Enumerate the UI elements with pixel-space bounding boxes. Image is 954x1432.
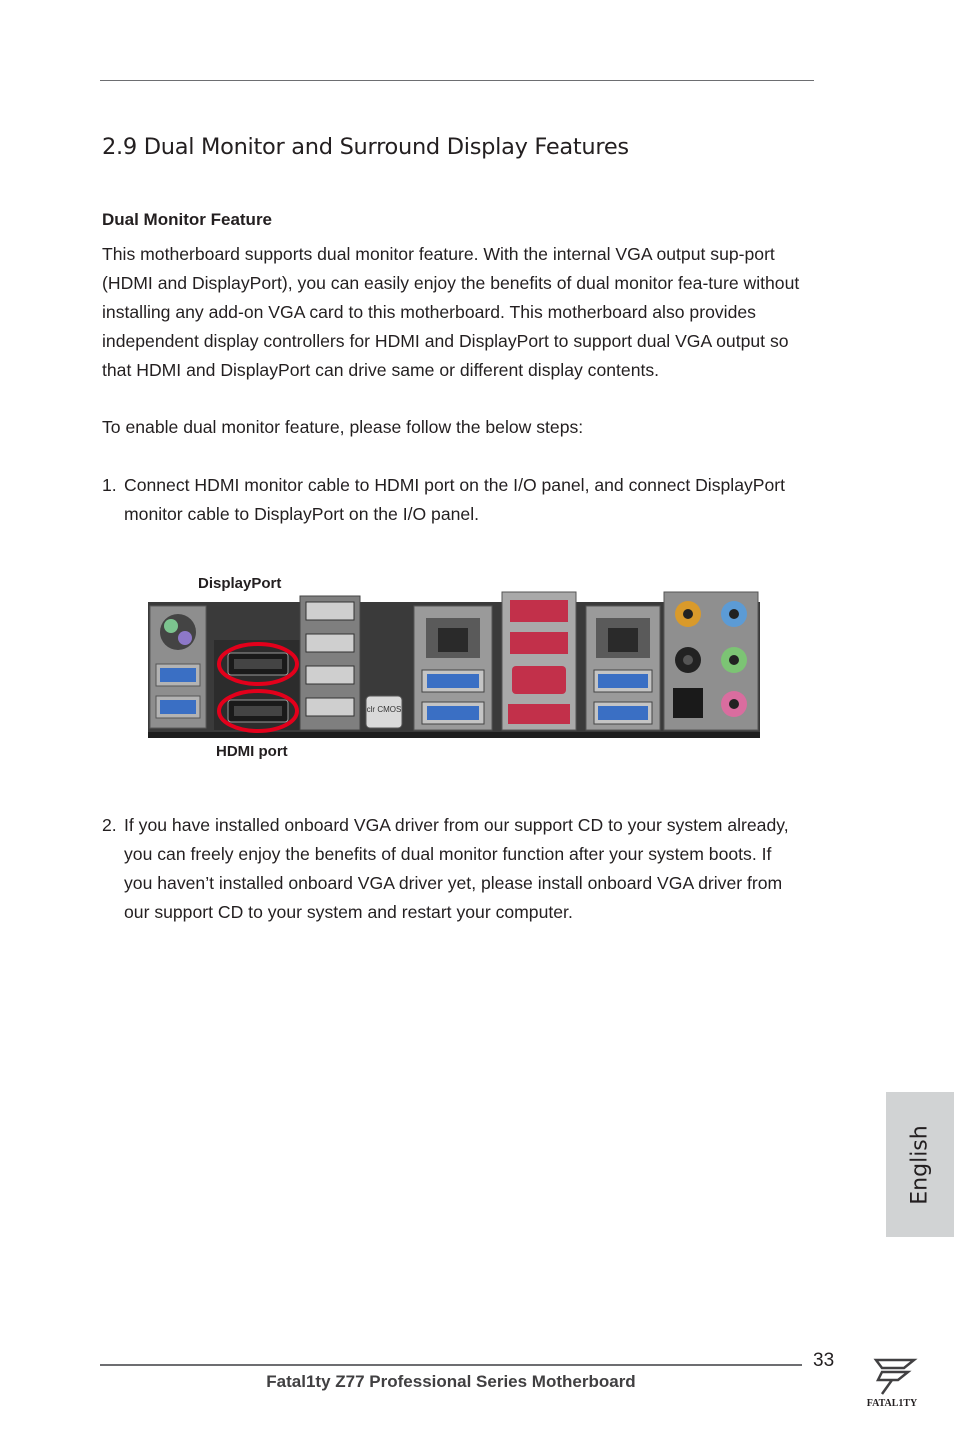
step-2 [102, 811, 802, 927]
esata-firewire-block [502, 592, 576, 730]
page-number: 33 [813, 1350, 835, 1371]
usb2-stack [300, 596, 360, 730]
step-text: If you have installed onboard VGA driver from our support CD to your system already, you can freely enjoy the benefits of dual monitor function after your system boots. If you haven’t installed onboard VGA driver yet, please install onboard VGA driver from our support CD to your system and restart your computer. [124, 815, 789, 922]
section-title: 2.9 Dual Monitor and Surround Display Features [102, 134, 629, 160]
audio-jacks [664, 592, 758, 730]
displayport-label: DisplayPort [198, 575, 282, 592]
intro-paragraph: This motherboard supports dual monitor feature. With the internal VGA output sup-port (HDMI and DisplayPort), you can easily enjoy the benefits of dual monitor fea-ture without installing any add-on VGA card to this motherboard. This motherboard also provides independent display controllers for HDMI and DisplayPort to support dual VGA output so that HDMI and DisplayPort can drive same or different display contents. [102, 244, 800, 380]
io-panel-illustration [148, 588, 760, 738]
fatal1ty-logo [852, 1354, 932, 1410]
step-number: 1. [102, 475, 117, 495]
steps-intro: To enable dual monitor feature, please follow the below steps: [102, 417, 584, 437]
hdmi-label: HDMI port [216, 743, 288, 760]
top-divider [100, 80, 814, 81]
clear-cmos-text: clr CMOS [366, 705, 402, 714]
language-tab [886, 1092, 954, 1237]
language-tab-label: English [907, 1124, 933, 1205]
bottom-divider [100, 1364, 802, 1366]
step-number: 2. [102, 815, 117, 835]
step-text: Connect HDMI monitor cable to HDMI port on the I/O panel, and connect DisplayPort monitor cable to DisplayPort on the I/O panel. [124, 475, 786, 524]
step-1 [102, 471, 802, 529]
ps2-usb-block [150, 606, 206, 728]
lan-usb3-block-1 [414, 606, 492, 730]
logo-text: FATAL1TY [866, 1398, 918, 1409]
footer-title: Fatal1ty Z77 Professional Series Motherboard [266, 1372, 636, 1391]
lan-usb3-block-2 [586, 606, 660, 730]
subsection-heading: Dual Monitor Feature [102, 210, 273, 229]
